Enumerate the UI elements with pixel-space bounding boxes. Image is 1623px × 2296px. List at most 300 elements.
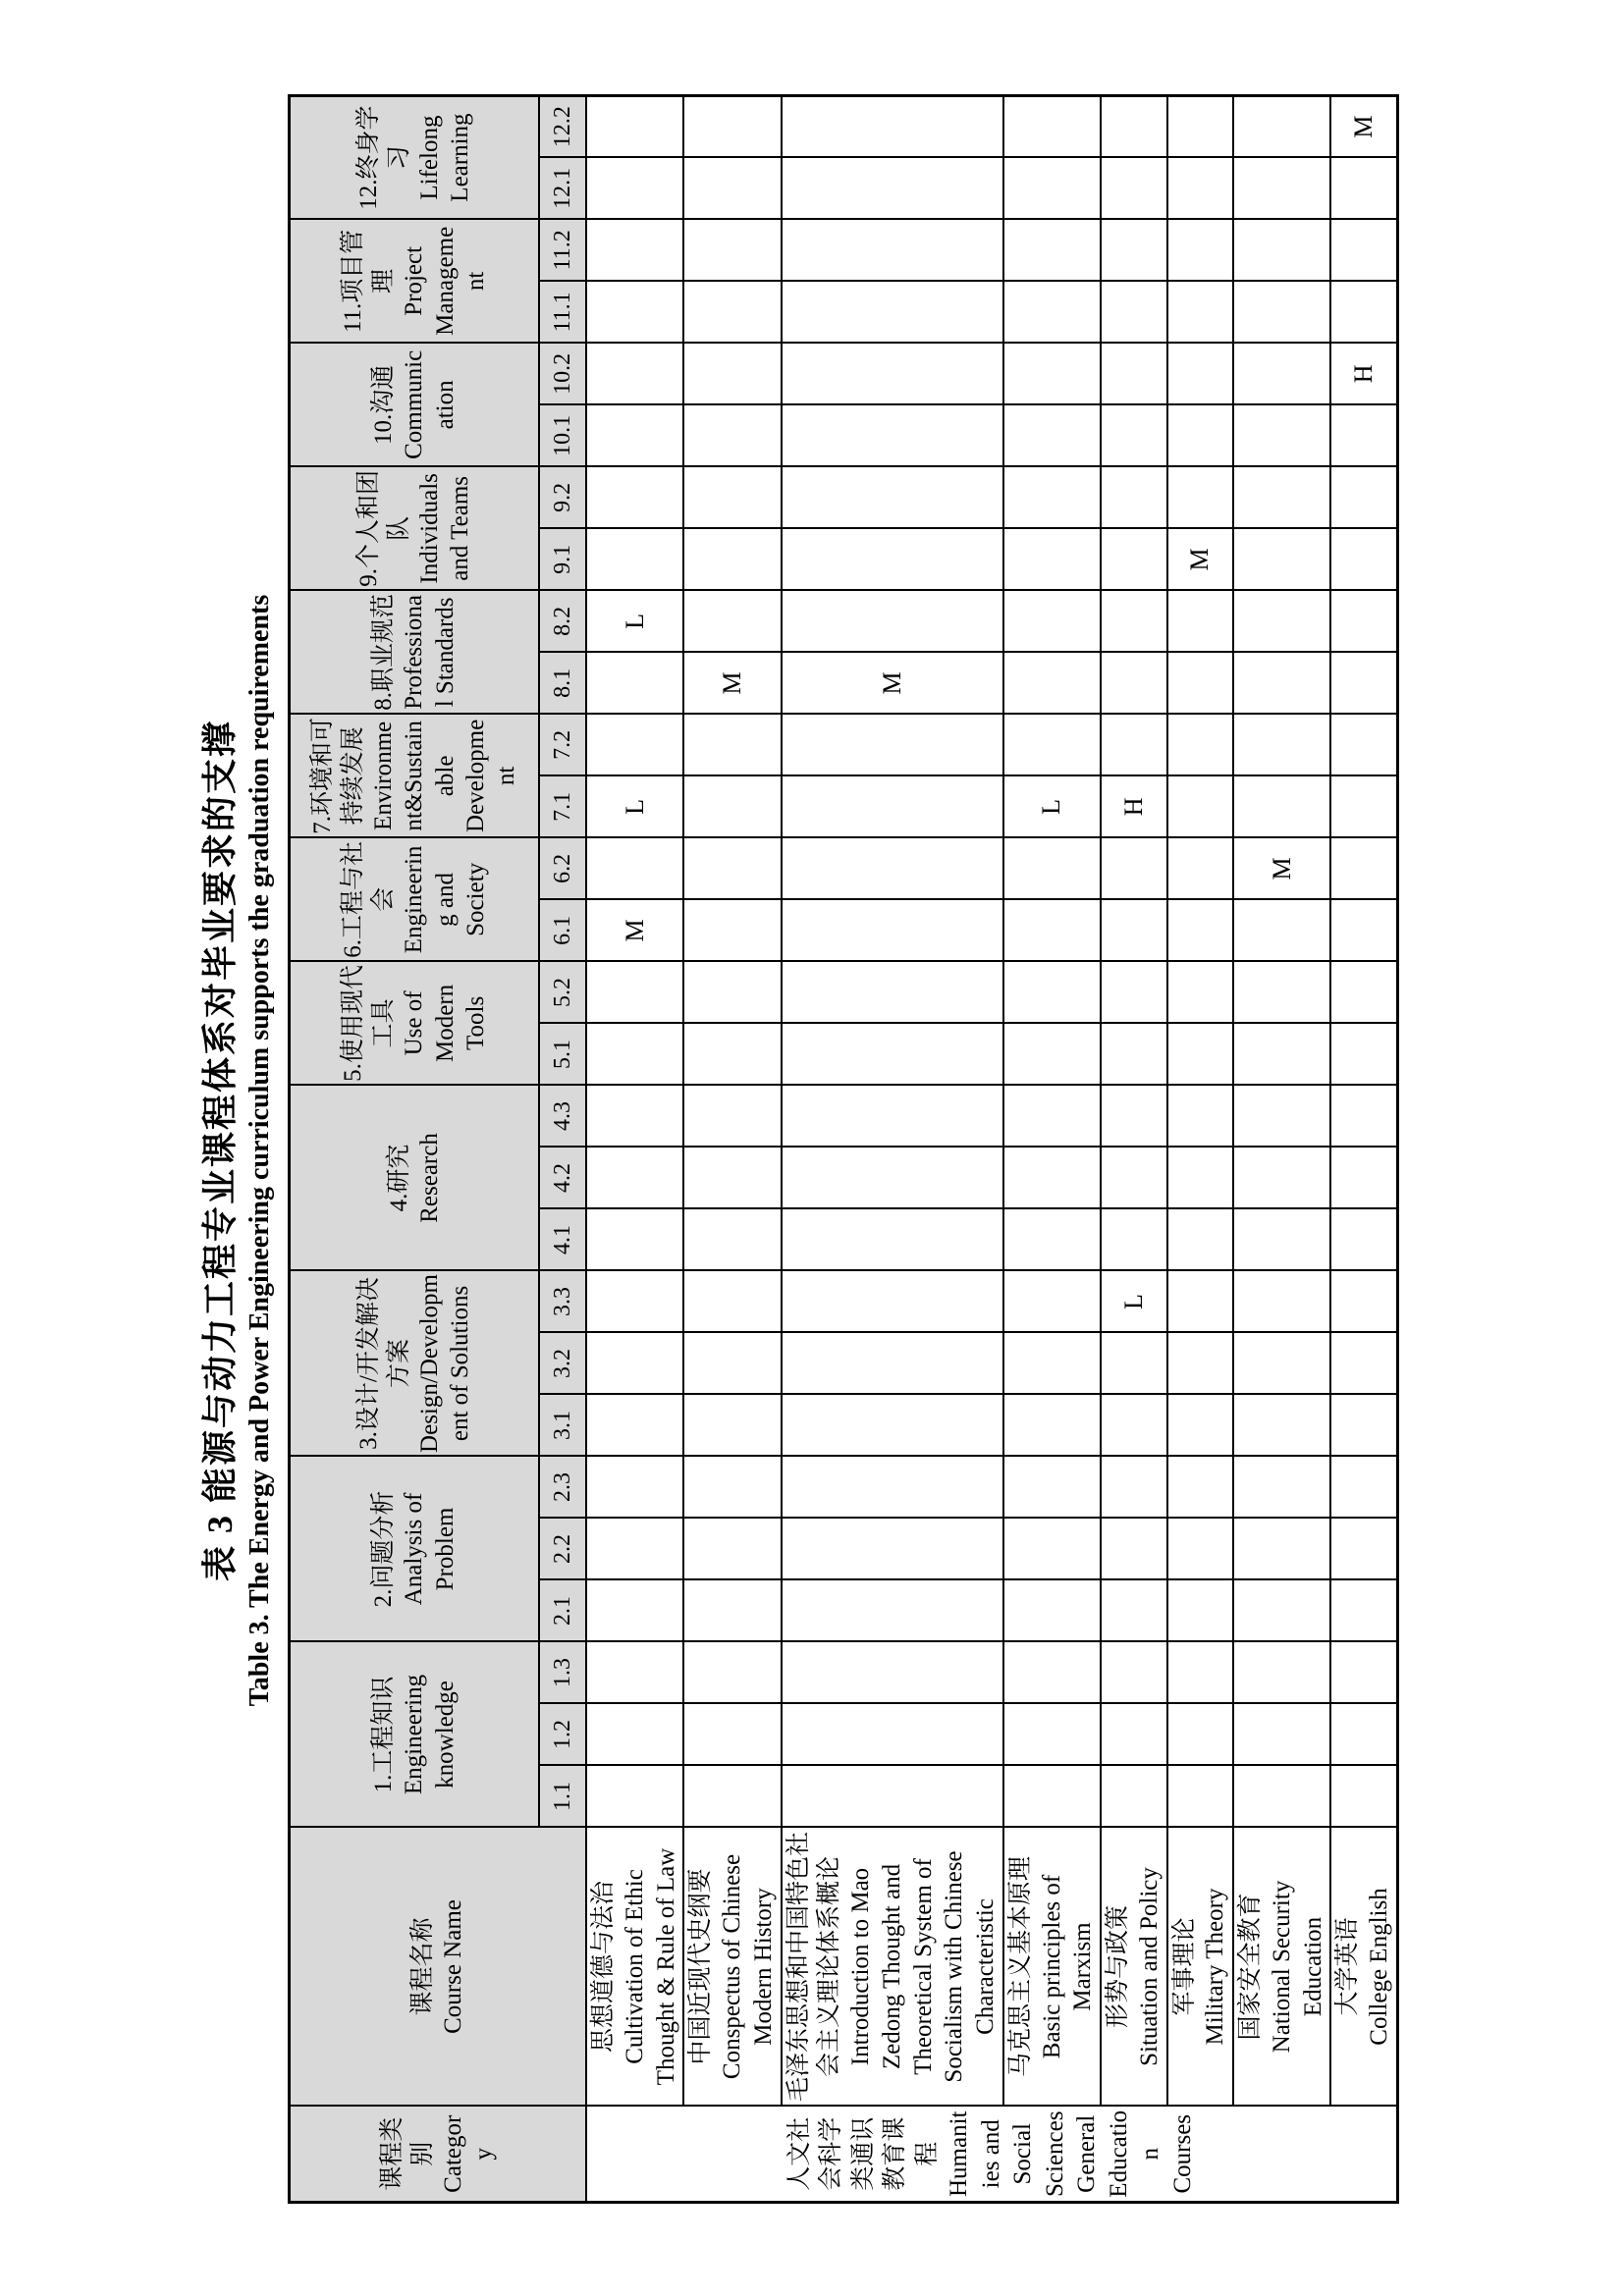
support-level-cell-2.2 [782,1519,1003,1580]
support-level-cell-6.2 [1330,837,1397,899]
support-level-cell-3.3 [782,1270,1003,1332]
support-level-cell-10.1 [586,404,683,466]
support-level-cell-9.1 [586,528,683,590]
course-name-cell [1330,1828,1397,2107]
support-level-cell-10.2 [782,343,1003,404]
course-row [1167,95,1234,2202]
support-level-cell-12.2: M [1330,95,1397,157]
indicator-code-12.2: 12.2 [539,95,586,157]
requirement-en: Research [416,1133,443,1223]
support-level-cell-3.1 [782,1395,1003,1457]
support-level-cell-6.1 [1101,899,1167,961]
support-level-cell-7.2 [782,714,1003,775]
indicator-code-7.1: 7.1 [539,775,586,837]
support-level-cell-8.1 [1167,652,1234,714]
requirement-header-6 [290,837,540,961]
support-level-cell-1.2 [782,1704,1003,1766]
support-level-cell-5.2 [1233,961,1330,1023]
support-level-cell-4.2 [1167,1147,1234,1208]
support-level-cell-3.1 [1003,1395,1101,1457]
support-level-cell-11.2 [782,219,1003,281]
support-level-cell-1.1 [782,1766,1003,1828]
support-level-cell-1.1 [1167,1766,1234,1828]
support-level-cell-4.2 [1233,1147,1330,1208]
support-level-cell-8.2 [1101,590,1167,652]
support-level-cell-3.2 [683,1333,781,1395]
support-level-cell-1.2 [1330,1704,1397,1766]
support-level-cell-10.2 [1233,343,1330,404]
support-level-cell-3.3 [1330,1270,1397,1332]
support-level-cell-1.1 [1101,1766,1167,1828]
support-level-cell-12.1 [683,157,781,219]
support-level-cell-3.1 [683,1395,781,1457]
support-level-cell-4.1 [586,1208,683,1270]
support-level-cell-7.1 [1330,775,1397,837]
course-row [1003,95,1101,2202]
requirement-zh: 1.工程知识 [370,1676,398,1793]
support-level-cell-1.2 [1101,1704,1167,1766]
requirement-zh: 11.项目管理 [339,229,398,334]
curriculum-support-table [288,94,1399,2204]
support-level-cell-1.3 [1330,1642,1397,1704]
requirement-en: Professional Standards [401,595,459,710]
support-level-cell-5.2 [1330,961,1397,1023]
course-name-zh: 大学英语 [1334,1917,1362,2016]
support-level-cell-8.1 [1101,652,1167,714]
support-level-cell-2.1 [1003,1580,1101,1642]
support-level-cell-3.1 [1233,1395,1330,1457]
support-level-cell-11.1 [1233,281,1330,343]
support-level-cell-9.1 [1003,528,1101,590]
support-level-cell-1.3 [1101,1642,1167,1704]
support-level-cell-5.2 [683,961,781,1023]
support-level-cell-5.2 [1101,961,1167,1023]
support-level-cell-1.1 [1233,1766,1330,1828]
indicator-code-11.1: 11.1 [539,281,586,343]
indicator-code-5.2: 5.2 [539,961,586,1023]
course-name-en: Basic principles of Marxism [1038,1874,1097,2059]
support-level-cell-10.2: H [1330,343,1397,404]
course-name-column-header-zh: 课程名称 [408,1917,436,2016]
course-row [683,95,781,2202]
support-level-cell-9.2 [586,466,683,528]
support-level-cell-6.2 [683,837,781,899]
support-level-cell-1.2 [1003,1704,1101,1766]
requirement-header-9 [290,466,540,590]
support-level-cell-1.1 [1003,1766,1101,1828]
support-level-cell-9.1 [1330,528,1397,590]
support-level-cell-3.3 [1233,1270,1330,1332]
support-level-cell-3.3 [683,1270,781,1332]
indicator-code-8.2: 8.2 [539,590,586,652]
support-level-cell-11.1 [1101,281,1167,343]
indicator-code-9.2: 9.2 [539,466,586,528]
support-level-cell-8.2 [1167,590,1234,652]
support-level-cell-3.3 [1167,1270,1234,1332]
support-level-cell-4.3 [1101,1085,1167,1147]
support-level-cell-4.2 [586,1147,683,1208]
support-level-cell-2.3 [683,1457,781,1519]
course-name-column-header [290,1828,587,2107]
support-level-cell-12.2 [1101,95,1167,157]
table-title-english: Table 3. The Energy and Power Engineering curriculum supports the graduation requirements [244,594,275,1707]
support-level-cell-3.2 [586,1333,683,1395]
indicator-code-1.2: 1.2 [539,1704,586,1766]
support-level-cell-6.1 [1167,899,1234,961]
indicator-code-10.1: 10.1 [539,404,586,466]
support-level-cell-6.2 [1167,837,1234,899]
course-name-cell [1003,1828,1101,2107]
support-level-cell-5.1 [586,1023,683,1085]
support-level-cell-2.2 [1003,1519,1101,1580]
support-level-cell-1.3 [1003,1642,1101,1704]
support-level-cell-5.1 [1233,1023,1330,1085]
support-level-cell-4.3 [1003,1085,1101,1147]
support-level-cell-6.1 [1233,899,1330,961]
support-level-cell-3.1 [1101,1395,1167,1457]
support-level-cell-3.3 [586,1270,683,1332]
support-level-cell-1.1 [683,1766,781,1828]
support-level-cell-11.2 [1003,219,1101,281]
support-level-cell-9.1 [782,528,1003,590]
category-column-header-en: Category [440,2114,498,2193]
support-level-cell-11.2 [1330,219,1397,281]
support-level-cell-2.3 [1167,1457,1234,1519]
support-level-cell-10.1 [1167,404,1234,466]
support-level-cell-2.1 [1233,1580,1330,1642]
requirement-en: Engineering and Society [401,845,489,954]
support-level-cell-5.2 [1167,961,1234,1023]
course-name-en: Situation and Policy [1135,1867,1163,2066]
course-name-en: Military Theory [1202,1888,1229,2046]
support-level-cell-6.2 [782,837,1003,899]
requirement-header-1 [290,1642,540,1828]
support-level-cell-9.2 [782,466,1003,528]
support-level-cell-4.1 [1233,1208,1330,1270]
course-name-cell [782,1828,1003,2107]
support-level-cell-11.2 [1167,219,1234,281]
support-level-cell-12.1 [586,157,683,219]
indicator-code-4.3: 4.3 [539,1085,586,1147]
support-level-cell-4.1 [1330,1208,1397,1270]
requirement-header-3 [290,1270,540,1456]
indicator-code-6.2: 6.2 [539,837,586,899]
requirement-header-11 [290,219,540,343]
support-level-cell-1.2 [1233,1704,1330,1766]
course-name-column-header-en: Course Name [440,1899,466,2034]
support-level-cell-9.2 [1101,466,1167,528]
support-level-cell-2.2 [586,1519,683,1580]
requirement-en: Project Management [401,226,489,336]
support-level-cell-7.2 [1330,714,1397,775]
indicator-code-2.2: 2.2 [539,1519,586,1580]
support-level-cell-10.1 [683,404,781,466]
support-level-cell-5.2 [782,961,1003,1023]
support-level-cell-12.2 [1003,95,1101,157]
course-name-en: Conspectus of Chinese Modern History [719,1853,777,2080]
requirement-zh: 3.设计/开发解决方案 [354,1277,412,1450]
support-level-cell-5.1 [1330,1023,1397,1085]
indicator-code-9.1: 9.1 [539,528,586,590]
indicator-code-11.2: 11.2 [539,219,586,281]
course-row [1233,95,1330,2202]
support-level-cell-6.2 [1101,837,1167,899]
support-level-cell-4.2 [1003,1147,1101,1208]
support-level-cell-7.1: L [586,775,683,837]
support-level-cell-3.1 [586,1395,683,1457]
support-level-cell-3.2 [1233,1333,1330,1395]
support-level-cell-11.2 [1101,219,1167,281]
support-level-cell-4.3 [1233,1085,1330,1147]
support-level-cell-12.1 [1003,157,1101,219]
support-level-cell-4.3 [683,1085,781,1147]
support-level-cell-5.1 [782,1023,1003,1085]
support-level-cell-2.3 [782,1457,1003,1519]
indicator-code-12.1: 12.1 [539,157,586,219]
rotated-landscape-content [192,97,1399,2204]
support-level-cell-5.2 [1003,961,1101,1023]
course-name-en: National Security Education [1268,1880,1326,2054]
course-name-cell [1167,1828,1234,2107]
support-level-cell-9.2 [1003,466,1101,528]
support-level-cell-11.2 [683,219,781,281]
support-level-cell-2.3 [586,1457,683,1519]
support-level-cell-9.1: M [1167,528,1234,590]
support-level-cell-9.2 [1167,466,1234,528]
course-name-zh: 马克思主义基本原理 [1006,1856,1034,2078]
support-level-cell-2.1 [1167,1580,1234,1642]
indicator-code-2.1: 2.1 [539,1580,586,1642]
requirement-header-2 [290,1457,540,1642]
support-level-cell-9.2 [683,466,781,528]
requirement-zh: 12.终身学习 [354,105,412,210]
support-level-cell-12.2 [1233,95,1330,157]
support-level-cell-7.1 [1167,775,1234,837]
support-level-cell-2.1 [782,1580,1003,1642]
support-level-cell-7.1 [1233,775,1330,837]
requirement-en: Lifelong Learning [416,113,474,202]
requirement-zh: 5.使用现代工具 [339,965,398,1082]
support-level-cell-12.1 [1101,157,1167,219]
support-level-cell-6.1: M [586,899,683,961]
support-level-cell-2.2 [1233,1519,1330,1580]
support-level-cell-12.2 [782,95,1003,157]
course-row [1101,95,1167,2202]
support-level-cell-2.3 [1330,1457,1397,1519]
support-level-cell-12.2 [1167,95,1234,157]
requirement-zh: 4.研究 [385,1144,412,1212]
support-level-cell-10.1 [1101,404,1167,466]
course-name-zh: 中国近现代史纲要 [687,1868,715,2065]
support-level-cell-4.3 [1330,1085,1397,1147]
support-level-cell-2.1 [586,1580,683,1642]
support-level-cell-12.1 [1330,157,1397,219]
support-level-cell-11.1 [1167,281,1234,343]
support-level-cell-8.2 [782,590,1003,652]
support-level-cell-7.2 [1003,714,1101,775]
support-level-cell-3.2 [1101,1333,1167,1395]
support-level-cell-3.2 [1330,1333,1397,1395]
support-level-cell-8.2 [1330,590,1397,652]
course-name-cell [1101,1828,1167,2107]
support-level-cell-12.2 [586,95,683,157]
support-level-cell-10.2 [1003,343,1101,404]
support-level-cell-7.1: L [1003,775,1101,837]
support-level-cell-4.2 [1330,1147,1397,1208]
support-level-cell-1.1 [586,1766,683,1828]
support-level-cell-9.1 [1101,528,1167,590]
indicator-code-7.2: 7.2 [539,714,586,775]
requirement-en: Environment&Sustainable Development [370,719,520,833]
support-level-cell-4.1 [1167,1208,1234,1270]
support-level-cell-5.1 [1101,1023,1167,1085]
support-level-cell-11.1 [1330,281,1397,343]
support-level-cell-2.3 [1101,1457,1167,1519]
support-level-cell-7.2 [586,714,683,775]
requirement-zh: 7.环境和可持续发展 [308,718,366,834]
requirement-en: Engineering knowledge [401,1674,459,1795]
support-level-cell-4.2 [683,1147,781,1208]
support-level-cell-3.3: L [1101,1270,1167,1332]
support-level-cell-2.2 [683,1519,781,1580]
support-level-cell-12.1 [1167,157,1234,219]
support-level-cell-4.2 [1101,1147,1167,1208]
support-level-cell-11.2 [1233,219,1330,281]
support-level-cell-9.2 [1233,466,1330,528]
indicator-code-8.1: 8.1 [539,652,586,714]
support-level-cell-8.2 [1003,590,1101,652]
support-level-cell-12.1 [782,157,1003,219]
course-name-en: College English [1366,1888,1392,2046]
support-level-cell-7.2 [1101,714,1167,775]
support-level-cell-9.2 [1330,466,1397,528]
category-column-header-zh: 课程类别 [378,2116,436,2191]
category-cell: 人文社会科学类通识教育课程 Humanities and Social Sciences General Education Courses [586,2107,1397,2203]
support-level-cell-10.2 [1167,343,1234,404]
indicator-code-10.2: 10.2 [539,343,586,404]
requirement-header-12 [290,95,540,219]
support-level-cell-9.1 [1233,528,1330,590]
support-level-cell-6.1 [1003,899,1101,961]
indicator-code-5.1: 5.1 [539,1023,586,1085]
support-level-cell-9.1 [683,528,781,590]
course-name-zh: 思想道德与法治 [590,1881,617,2054]
requirement-header-5 [290,961,540,1085]
support-level-cell-6.2 [1003,837,1101,899]
support-level-cell-8.1: M [683,652,781,714]
support-level-cell-6.2 [586,837,683,899]
support-level-cell-2.2 [1330,1519,1397,1580]
requirement-header-8 [290,590,540,714]
support-level-cell-8.1 [1233,652,1330,714]
support-level-cell-6.1 [782,899,1003,961]
support-level-cell-10.1 [1330,404,1397,466]
support-level-cell-8.1 [1330,652,1397,714]
support-level-cell-10.2 [683,343,781,404]
support-level-cell-1.3 [782,1642,1003,1704]
support-level-cell-10.1 [1003,404,1101,466]
requirement-en: Individuals and Teams [416,473,474,584]
course-name-cell [1233,1828,1330,2107]
requirement-header-10 [290,343,540,466]
support-level-cell-2.1 [683,1580,781,1642]
course-name-zh: 形势与政策 [1105,1905,1131,2029]
support-level-cell-4.1 [683,1208,781,1270]
course-row [782,95,1003,2202]
indicator-code-3.2: 3.2 [539,1333,586,1395]
support-level-cell-7.2 [1167,714,1234,775]
table-title-chinese: 表 3 能源与动力工程专业课程体系对毕业要求的支撑 [200,720,240,1582]
support-level-cell-11.1 [782,281,1003,343]
indicator-code-3.3: 3.3 [539,1270,586,1332]
support-level-cell-10.1 [1233,404,1330,466]
support-level-cell-2.1 [1330,1580,1397,1642]
course-name-en: Cultivation of Ethic Thought & Rule of Law [621,1847,679,2086]
support-level-cell-1.1 [1330,1766,1397,1828]
requirement-en: Communication [401,349,459,459]
requirement-zh: 6.工程与社会 [339,841,398,958]
requirement-zh: 2.问题分析 [370,1490,398,1608]
requirement-en: Design/Development of Solutions [416,1274,474,1453]
support-level-cell-4.3 [586,1085,683,1147]
support-level-cell-4.1 [1003,1208,1101,1270]
support-level-cell-1.2 [586,1704,683,1766]
support-level-cell-4.1 [782,1208,1003,1270]
support-level-cell-5.1 [683,1023,781,1085]
support-level-cell-10.2 [1101,343,1167,404]
support-level-cell-7.1: H [1101,775,1167,837]
support-level-cell-11.1 [683,281,781,343]
support-level-cell-11.2 [586,219,683,281]
support-level-cell-8.2 [1233,590,1330,652]
course-name-zh: 国家安全教育 [1237,1893,1264,2041]
category-column-header [290,2107,587,2203]
support-level-cell-1.3 [1233,1642,1330,1704]
support-level-cell-8.2: L [586,590,683,652]
support-level-cell-8.1 [1003,652,1101,714]
support-level-cell-3.2 [1003,1333,1101,1395]
support-level-cell-7.1 [782,775,1003,837]
support-level-cell-5.2 [586,961,683,1023]
support-level-cell-4.1 [1101,1208,1167,1270]
support-level-cell-8.1: M [782,652,1003,714]
support-level-cell-4.3 [1167,1085,1234,1147]
support-level-cell-2.2 [1101,1519,1167,1580]
support-level-cell-1.3 [683,1642,781,1704]
support-level-cell-8.2 [683,590,781,652]
requirement-en: Analysis of Problem [401,1492,459,1606]
support-level-cell-12.1 [1233,157,1330,219]
support-level-cell-5.1 [1167,1023,1234,1085]
requirement-en: Use of Modern Tools [401,984,489,1063]
support-level-cell-7.2 [1233,714,1330,775]
course-name-cell [683,1828,781,2107]
course-name-cell [586,1828,683,2107]
support-level-cell-2.2 [1167,1519,1234,1580]
indicator-code-2.3: 2.3 [539,1457,586,1519]
requirement-header-7 [290,714,540,837]
support-level-cell-1.3 [1167,1642,1234,1704]
support-level-cell-7.2 [683,714,781,775]
support-level-cell-3.2 [782,1333,1003,1395]
support-level-cell-2.3 [1003,1457,1101,1519]
course-name-en: Introduction to Mao Zedong Thought and Theoretical System of Socialism with Chinese Characteristic [847,1850,999,2083]
support-level-cell-5.1 [1003,1023,1101,1085]
support-level-cell-3.2 [1167,1333,1234,1395]
support-level-cell-6.1 [683,899,781,961]
support-level-cell-10.1 [782,404,1003,466]
support-level-cell-3.1 [1167,1395,1234,1457]
